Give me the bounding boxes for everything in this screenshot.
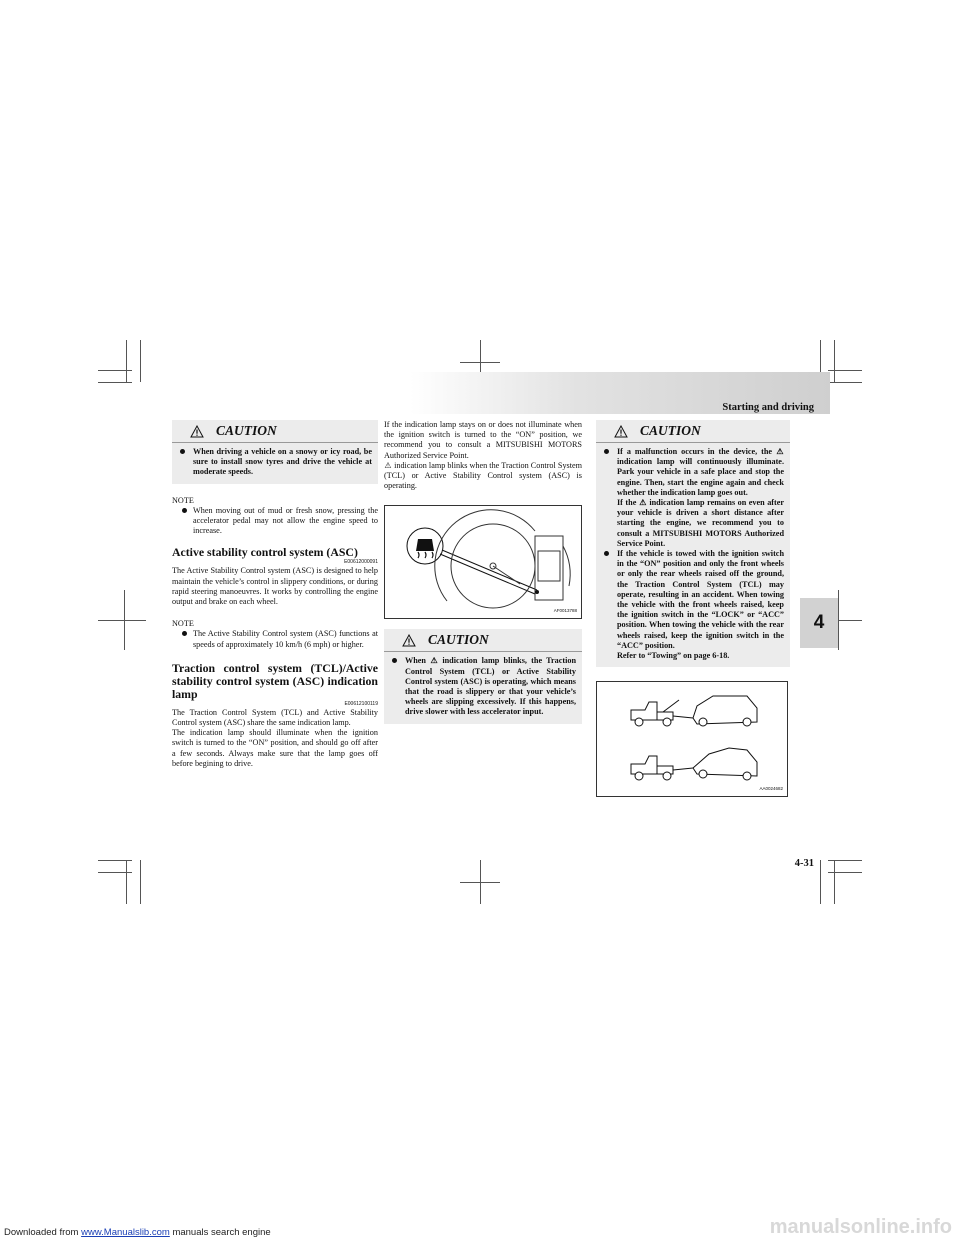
crop-mark bbox=[834, 340, 835, 382]
crop-mark bbox=[140, 860, 141, 904]
figure-code: AF0013788 bbox=[553, 608, 577, 614]
crop-mark bbox=[460, 882, 500, 883]
crop-mark bbox=[828, 860, 862, 861]
note-item bbox=[180, 506, 378, 537]
caution-item bbox=[178, 447, 372, 478]
crop-mark bbox=[98, 382, 132, 383]
section-heading-tcl: Traction control system (TCL)/Active stability control system (ASC) indication lamp bbox=[172, 660, 378, 701]
instrument-cluster-illustration bbox=[385, 506, 581, 618]
figure-code: AA0024682 bbox=[759, 786, 783, 792]
watermark: manualsonline.info bbox=[769, 1216, 952, 1238]
crop-mark bbox=[126, 860, 127, 904]
note bbox=[172, 496, 378, 537]
caution-title: CAUTION bbox=[216, 422, 277, 438]
caution-header bbox=[172, 420, 378, 443]
crop-mark bbox=[126, 340, 127, 382]
towing-illustration bbox=[597, 682, 787, 796]
crop-mark bbox=[828, 872, 862, 873]
caution-header bbox=[596, 420, 790, 443]
crop-mark bbox=[828, 370, 862, 371]
tcl-lamp-icon: ⚠ bbox=[384, 460, 392, 470]
instrument-cluster-figure bbox=[384, 505, 582, 619]
section-heading-asc: Active stability control system (ASC) bbox=[172, 545, 358, 560]
caution-box bbox=[384, 629, 582, 723]
download-banner: Downloaded from www.Manualslib.com manuals search engine bbox=[4, 1227, 271, 1238]
bullet-icon bbox=[604, 551, 609, 556]
crop-mark bbox=[828, 382, 862, 383]
crop-mark bbox=[98, 860, 132, 861]
crop-mark bbox=[140, 340, 141, 382]
caution-item: If the vehicle is towed with the ignition switch in the “ON” position and only the front wheels or only the rear wheels raised off the ground, the Traction Control System (TCL) may operate, resulting in an accident. When towing the vehicle with the front wheels raised, keep the ignition switch in the “LOCK” or “ACC” position. When towing the vehicle with the rear wheels raised, keep the ignition switch in the “ACC” position. Refer to “Towing” on page 6-18. bbox=[602, 549, 784, 661]
page-number: 4-31 bbox=[794, 858, 814, 869]
crop-mark bbox=[460, 362, 500, 363]
crop-mark bbox=[124, 590, 125, 650]
bullet-icon bbox=[182, 631, 187, 636]
caution-title: CAUTION bbox=[428, 632, 489, 648]
towing-figure bbox=[596, 681, 788, 797]
bullet-icon bbox=[392, 658, 397, 663]
section-code: E00612000091 bbox=[344, 559, 378, 566]
tcl-lamp-icon: ⚠ bbox=[430, 656, 438, 666]
crop-mark bbox=[98, 872, 132, 873]
caution-header bbox=[384, 629, 582, 652]
tcl-body-2: The indication lamp should illuminate when the ignition switch is turned to the “ON” position, and should go off after a few seconds. Always make sure that the lamp goes off before begining to drive. bbox=[172, 728, 378, 768]
crop-mark bbox=[98, 620, 146, 621]
caution-box bbox=[172, 420, 378, 484]
tcl-lamp-icon: ⚠ bbox=[776, 447, 784, 456]
note-label: NOTE bbox=[172, 495, 194, 505]
crop-mark bbox=[834, 860, 835, 904]
crop-mark bbox=[98, 370, 132, 371]
tcl-body-1: The Traction Control System (TCL) and Active Stability Control system (ASC) share the same indication lamp. bbox=[172, 707, 378, 728]
note-item-text: When moving out of mud or fresh snow, pressing the accelerator pedal may not allow the engine speed to increase. bbox=[193, 505, 378, 536]
middle-body-1: If the indication lamp stays on or does not illuminate when the ignition switch is turned to the “ON” position, we recommend you to consult a MITSUBISHI MOTORS Authorized Service Point. bbox=[384, 420, 582, 460]
left-column bbox=[172, 420, 378, 769]
tcl-lamp-icon: ⚠ bbox=[639, 498, 647, 508]
note bbox=[172, 619, 378, 650]
bullet-icon bbox=[180, 449, 185, 454]
crop-mark bbox=[838, 590, 839, 650]
crop-mark bbox=[820, 860, 821, 904]
middle-column bbox=[384, 420, 582, 724]
bullet-icon bbox=[604, 449, 609, 454]
section-code: E00612100119 bbox=[344, 700, 378, 707]
bullet-icon bbox=[182, 508, 187, 513]
warning-triangle-icon bbox=[614, 425, 628, 438]
caution-title: CAUTION bbox=[640, 422, 701, 438]
caution-item: If a malfunction occurs in the device, the ⚠ indication lamp will continuously illuminate. Park your vehicle in a safe place and stop the engine. Then, start the engine again and check whether the indication lamp goes out. If the ⚠ indication lamp remains on even after your vehicle is driven a short distance after starting the engine, we recommend you to consult a MITSUBISHI MOTORS Authorized Service Point. bbox=[602, 447, 784, 549]
caution-item-text: When driving a vehicle on a snowy or icy road, be sure to install snow tyres and drive the vehicle at moderate speeds. bbox=[193, 447, 372, 477]
note-item-text: The Active Stability Control system (ASC) functions at speeds of approximately 10 km/h (6 mph) or higher. bbox=[193, 629, 378, 649]
right-column bbox=[596, 420, 790, 797]
warning-triangle-icon bbox=[402, 634, 416, 647]
caution-box bbox=[596, 420, 790, 667]
header-title: Starting and driving bbox=[722, 402, 814, 413]
note-item bbox=[180, 629, 378, 649]
manualslib-link[interactable]: www.Manualslib.com bbox=[81, 1227, 170, 1238]
caution-item: When ⚠ indication lamp blinks, the Traction Control System (TCL) or Active Stability Control system (ASC) is operating, which means that the road is slippery or that your vehicle’s wheels are slipping excessively. If this happens, drive slower with less accelerator input. bbox=[390, 656, 576, 717]
chapter-tab: 4 bbox=[800, 598, 838, 648]
warning-triangle-icon bbox=[190, 425, 204, 438]
asc-body: The Active Stability Control system (ASC) is designed to help maintain the vehicle’s control in slippery conditions, or during rapid steering manoeuvres. It works by controlling the engine output and brake on each wheel. bbox=[172, 566, 378, 607]
note-label: NOTE bbox=[172, 619, 194, 629]
middle-body-2: ⚠ indication lamp blinks when the Traction Control System (TCL) or Active Stability Control system (ASC) is operating. bbox=[384, 460, 583, 491]
